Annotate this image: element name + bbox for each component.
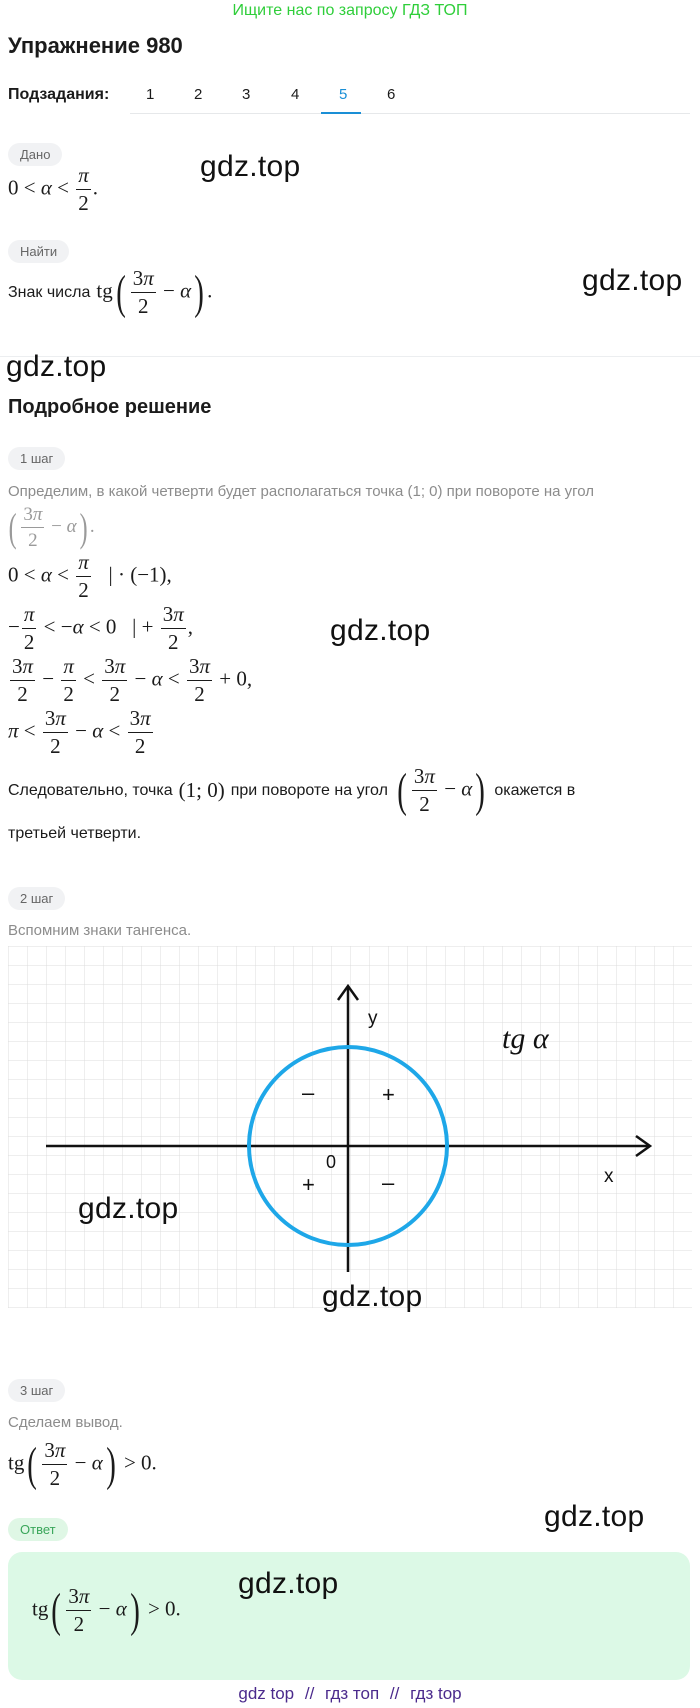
- footer-separator: //: [389, 1684, 400, 1703]
- given-expression: 0 < α < $\frac{\pi}{2}$ .: [8, 163, 98, 215]
- step2-intro: Вспомним знаки тангенса.: [8, 922, 192, 939]
- quadrant-1-sign: +: [382, 1082, 395, 1107]
- footer-links: [0, 1684, 700, 1704]
- find-row: Знак числа tg( $\frac{3\pi}{2}$ − α) .: [8, 265, 213, 319]
- tangent-signs-diagram: [8, 946, 692, 1308]
- subtask-tab-4[interactable]: 4: [291, 86, 300, 103]
- subtask-tab-6[interactable]: 6: [387, 86, 396, 103]
- subtasks-label: Подзадания:: [8, 86, 110, 103]
- conclusion-text-a: Следовательно, точка: [8, 781, 173, 799]
- watermark: gdz.top: [582, 264, 683, 297]
- step3-result: tg( $\frac{3\pi}{2}$ − α) > 0.: [8, 1437, 157, 1491]
- watermark: gdz.top: [78, 1192, 179, 1225]
- conclusion-text-d: третьей четверти.: [8, 825, 142, 842]
- active-tab-indicator: [321, 112, 361, 114]
- subtask-tab-5[interactable]: 5: [339, 86, 348, 103]
- step1-intro: Определим, в какой четверти будет располагаться точка (1; 0) при повороте на угол: [8, 483, 595, 500]
- conclusion-text-c: окажется в: [494, 781, 576, 799]
- step1-badge: 1 шаг: [8, 447, 65, 470]
- find-text: Знак числа: [8, 283, 91, 301]
- step3-intro: Сделаем вывод.: [8, 1414, 123, 1431]
- step1-line4: π < $\frac{3\pi}{2}$ − α < $\frac{3\pi}{2}$: [8, 706, 151, 758]
- x-axis-label: x: [604, 1166, 614, 1187]
- step3-badge: 3 шаг: [8, 1379, 65, 1402]
- step1-conclusion: Следовательно, точка (1; 0) при повороте на угол ( $\frac{3\pi}{2}$ − α) окажется в: [8, 763, 576, 817]
- step2-badge: 2 шаг: [8, 887, 65, 910]
- origin-label: 0: [326, 1152, 337, 1172]
- subtasks-underline: [130, 113, 690, 114]
- footer-link-3[interactable]: гдз top: [410, 1684, 462, 1703]
- solution-heading: Подробное решение: [8, 396, 212, 418]
- footer-separator: //: [304, 1684, 315, 1703]
- watermark: gdz.top: [238, 1567, 339, 1600]
- quadrant-4-sign: –: [382, 1170, 395, 1195]
- page-title: Упражнение 980: [8, 33, 183, 58]
- step1-line2: − $\frac{\pi}{2}$ < −α < 0 | + $\frac{3\pi}{2}$ ,: [8, 602, 194, 654]
- subtask-tab-1[interactable]: 1: [146, 86, 155, 103]
- y-axis-label: y: [368, 1008, 378, 1029]
- step1-line3: $\frac{3\pi}{2}$ − $\frac{\pi}{2}$ < $\frac{3\pi}{2}$ − α < $\frac{3\pi}{2}$ + 0,: [12, 654, 253, 706]
- footer-link-2[interactable]: гдз топ: [325, 1684, 380, 1703]
- conclusion-text-b: при повороте на угол: [230, 781, 388, 799]
- answer-badge: Ответ: [8, 1518, 68, 1541]
- answer-expression: tg( $\frac{3\pi}{2}$ − α) > 0.: [32, 1583, 181, 1637]
- diagram-title: tg α: [502, 1022, 549, 1055]
- footer-link-1[interactable]: gdz top: [238, 1684, 295, 1703]
- watermark: gdz.top: [330, 614, 431, 647]
- step1-line1: 0 < α < $\frac{\pi}{2}$ | · (−1),: [8, 550, 172, 602]
- subtask-tab-3[interactable]: 3: [242, 86, 251, 103]
- watermark: gdz.top: [200, 150, 301, 183]
- top-banner[interactable]: Ищите нас по запросу ГДЗ ТОП: [232, 2, 468, 19]
- watermark: gdz.top: [322, 1280, 423, 1313]
- watermark: gdz.top: [6, 350, 107, 383]
- quadrant-3-sign: +: [302, 1172, 315, 1197]
- subtask-tab-2[interactable]: 2: [194, 86, 203, 103]
- watermark: gdz.top: [544, 1500, 645, 1533]
- grid-background: [8, 946, 692, 1308]
- quadrant-2-sign: –: [302, 1080, 315, 1105]
- find-badge: Найти: [8, 240, 69, 263]
- step1-angle: ( $\frac{3\pi}{2}$ − α) .: [8, 504, 95, 551]
- given-badge: Дано: [8, 143, 62, 166]
